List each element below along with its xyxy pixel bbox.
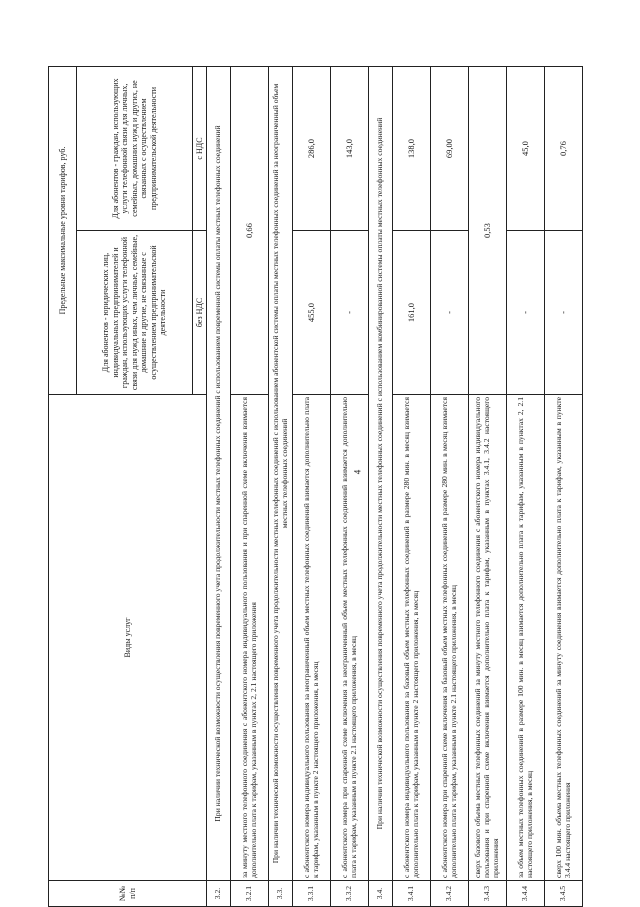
service-description: сверх 100 мин. объема местных телефонных соединений за минуту соединения взимается дополнительно плата к тарифам, указанным в пункте 3.4.4 настоящего приложения <box>545 395 583 881</box>
tariff-value-without-vat: - <box>331 231 369 395</box>
vat-with-header: с НДС <box>193 67 207 231</box>
section-heading: При наличии технической возможности осуществления повременного учета продолжительности местных телефонных соединений с использованием повременной системы оплаты местных телефонных соединений <box>207 67 231 881</box>
page-number: 4 <box>352 469 363 475</box>
table-row <box>545 67 583 907</box>
tariff-value-with-vat: 138,0 <box>393 67 431 231</box>
individuals-header: Для абонентов - граждан, использующих услуги телефонной связи для личных, семейных, домашних нужд и других, не связанных с осуществлением предпринимательской деятельности <box>77 67 193 231</box>
tariff-value-with-vat: 0,76 <box>545 67 583 231</box>
row-number: 3.4.1 <box>393 881 431 907</box>
tariff-table <box>48 66 583 907</box>
row-number: 3.4.2 <box>431 881 469 907</box>
vat-without-header: без НДС <box>193 231 207 395</box>
services-header: Виды услуг <box>49 395 207 881</box>
row-number: 3.2. <box>207 881 231 907</box>
table-row <box>331 67 369 907</box>
tariffs-header: Предельные максимальные уровни тарифов, руб. <box>49 67 77 395</box>
tariff-value: 0,53 <box>469 67 507 395</box>
tariff-value-without-vat: - <box>507 231 545 395</box>
service-description: за минуту местного телефонного соединения с абонентского номера индивидуального пользования и при спаренной схеме включения взимается дополнительно плата к тарифам, указанным в пунктах 2, 2.1 настоящего приложения <box>231 395 269 881</box>
legal-entities-header: Для абонентов - юридических лиц, индивидуальных предпринимателей и граждан, использующих услуги телефонной связи для нужд иных, чем личные, семейные, домашние и другие, не связанные с осуществлением предпринимательской деятельности <box>77 231 193 395</box>
table-row <box>269 67 293 907</box>
tariff-value: 0,66 <box>231 67 269 395</box>
table-row <box>293 67 331 907</box>
row-number: 3.3. <box>269 881 293 907</box>
section-heading: При наличии технической возможности осуществления повременного учета продолжительности местных телефонных соединений с использованием абонентской системы оплаты местных телефонных соединений за неограниченный объем местных телефонных соединений <box>269 67 293 881</box>
row-number: 3.4. <box>369 881 393 907</box>
tariff-value-without-vat: - <box>431 231 469 395</box>
table-row <box>369 67 393 907</box>
service-description: сверх базового объема местных телефонных соединений за минуту местного телефонного соединения с абонентского номера индивидуального пользования и при спаренной схеме включения взимается дополнительно плата к тарифам, указанным в пунктах 3.4.1, 3.4.2 настоящего приложения <box>469 395 507 881</box>
service-description: с абонентского номера индивидуального пользования за неограниченный объем местных телефонных соединений взимается дополнительно плата к тарифам, указанным в пункте 2 настоящего приложения, в месяц <box>293 395 331 881</box>
table-row <box>231 67 269 907</box>
service-description: с абонентского номера индивидуального пользования за базовый объем местных телефонных соединений в размере 280 мин. в месяц взимается дополнительно плата к тарифам, указанным в пункте 2 настоящего приложения, в месяц <box>393 395 431 881</box>
tariff-value-with-vat: 69,00 <box>431 67 469 231</box>
service-description: с абонентского номера при спаренной схеме включения за неограниченный объем местных телефонных соединений взимается дополнительно плата к тарифам, указанным в пункте 2.1 настоящего приложения, в месяц <box>331 395 369 881</box>
table-row <box>207 67 231 907</box>
tariff-value-with-vat: 143,0 <box>331 67 369 231</box>
row-number: 3.4.3 <box>469 881 507 907</box>
service-description: за объем местных телефонных соединений в размере 100 мин. в месяц взимается дополнительно плата к тарифам, указанным в пунктах 2, 2.1 настоящего приложения, в месяц <box>507 395 545 881</box>
row-number: 3.3.1 <box>293 881 331 907</box>
table-row <box>431 67 469 907</box>
tariff-value-without-vat: 161,0 <box>393 231 431 395</box>
tariff-value-with-vat: 45,0 <box>507 67 545 231</box>
table-row <box>507 67 545 907</box>
table-row <box>393 67 431 907</box>
rotated-page <box>48 0 628 907</box>
service-description: с абонентского номера при спаренной схеме включения за базовый объем местных телефонных соединений в размере 280 мин. в месяц взимается дополнительно плата к тарифам, указанным в пункте 2.1 настоящего приложения, в месяц <box>431 395 469 881</box>
table-row <box>469 67 507 907</box>
row-number: 3.4.5 <box>545 881 583 907</box>
num-header: №№ п/п <box>49 881 207 907</box>
row-number: 3.4.4 <box>507 881 545 907</box>
row-number: 3.2.1 <box>231 881 269 907</box>
row-number: 3.3.2 <box>331 881 369 907</box>
tariff-value-with-vat: 286,0 <box>293 67 331 231</box>
tariff-value-without-vat: 455,0 <box>293 231 331 395</box>
tariff-value-without-vat: - <box>545 231 583 395</box>
section-heading: При наличии технической возможности осуществления повременного учета продолжительности местных телефонных соединений с использованием комбинированной системы оплаты местных телефонных соединений <box>369 67 393 881</box>
